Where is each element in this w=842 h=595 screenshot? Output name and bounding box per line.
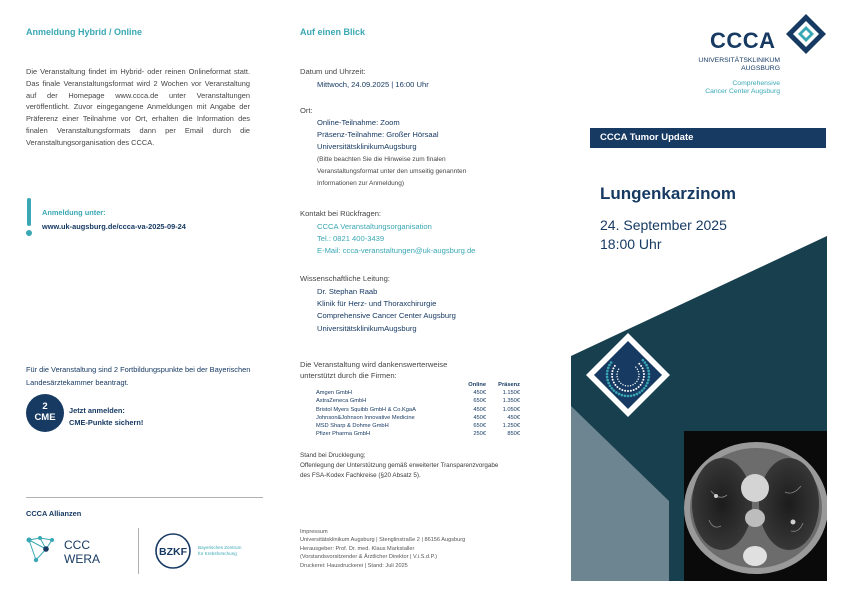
- event-time: 18:00 Uhr: [600, 236, 662, 252]
- bzkf-logo: [154, 532, 264, 570]
- dot: [608, 364, 611, 367]
- col-presence: Präsenz: [498, 382, 520, 388]
- register-label: Anmeldung unter:: [42, 208, 106, 217]
- sponsor-name: MSD Sharp & Dohme GmbH: [316, 423, 389, 430]
- lead-line: Comprehensive Cancer Center Augsburg: [317, 311, 456, 321]
- sponsor-name: Pfizer Pharma GmbH: [316, 431, 371, 438]
- dot: [618, 369, 619, 370]
- bzkf-sub1: Bayerisches Zentrum: [198, 545, 242, 550]
- ccc-wera-logo: [24, 534, 104, 568]
- table-row: [316, 397, 520, 405]
- dot: [638, 376, 639, 377]
- cme-info: Für die Veranstaltung sind 2 Fortbildungspunkte bei der Bayerischen Landesärztekammer beantragt.: [26, 365, 251, 387]
- dot: [616, 373, 617, 374]
- dot: [627, 395, 630, 398]
- table-row: [316, 430, 520, 438]
- imprint-line: Herausgeber: Prof. Dr. med. Klaus Markstaller: [300, 545, 415, 552]
- ccca-diamond-logo: [786, 14, 826, 54]
- dot: [646, 382, 649, 385]
- sponsor-intro: [300, 359, 447, 381]
- cme-register-line2: CME-Punkte sichern!: [69, 418, 144, 427]
- dot: [622, 384, 623, 385]
- sponsor-name: AstraZeneca GmbH: [316, 398, 367, 405]
- cme-badge-label: CME: [34, 412, 56, 423]
- ccc-logo-line1: CCC: [64, 538, 90, 552]
- lung-ct-image: [684, 431, 827, 581]
- dot: [611, 373, 613, 375]
- alliance-label: CCCA Allianzen: [26, 509, 82, 518]
- dot: [630, 394, 633, 397]
- sponsor-online: 450€: [473, 390, 486, 396]
- table-row: [316, 406, 520, 414]
- cme-register-callout[interactable]: [69, 405, 143, 429]
- dot: [621, 394, 624, 397]
- sponsor-presence: 1.250€: [502, 423, 520, 430]
- datetime-label: Datum und Uhrzeit:: [300, 67, 366, 76]
- dot: [624, 390, 626, 392]
- logo-divider: [138, 528, 139, 574]
- cc-line2: Cancer Center Augsburg: [705, 88, 780, 96]
- datetime-value: Mittwoch, 24.09.2025 | 16:00 Uhr: [317, 80, 429, 89]
- imprint-line: Druckerei: Hausdruckerei | Stand: Juli 2025: [300, 562, 408, 569]
- dot: [627, 390, 629, 392]
- dot: [632, 384, 633, 385]
- dot: [647, 370, 650, 373]
- col-online: Online: [468, 382, 486, 388]
- dot: [606, 370, 609, 373]
- dot: [640, 384, 642, 386]
- dot: [642, 359, 645, 362]
- uni-line2: AUGSBURG: [741, 65, 780, 73]
- sponsor-online: 250€: [473, 431, 486, 438]
- footnote-line: Offenlegung der Unterstützung gemäß erweiterter Transparenzvorgabe: [300, 462, 499, 469]
- sponsor-online: 450€: [473, 414, 486, 421]
- sponsor-intro-line: unterstützt durch die Firmen:: [300, 371, 397, 380]
- dot: [642, 367, 644, 369]
- dot: [625, 385, 626, 386]
- cme-badge: [26, 394, 64, 432]
- sponsor-online: 650€: [473, 398, 486, 405]
- dot: [606, 373, 609, 376]
- sponsor-footnote: [300, 451, 498, 481]
- dot: [636, 393, 639, 396]
- contact-line: CCCA Veranstaltungsorganisation: [317, 222, 432, 231]
- dot: [614, 384, 616, 386]
- dot: [607, 382, 610, 385]
- cancer-center-name: [660, 80, 780, 97]
- location-line: UniversitätsklinikumAugsburg: [317, 142, 417, 152]
- location-note: Veranstaltungsformat unter den umseitig genannten: [317, 167, 467, 175]
- sponsor-online: 650€: [473, 423, 486, 430]
- dot: [638, 373, 639, 374]
- dot: [630, 385, 631, 386]
- event-title: Lungenkarzinom: [600, 184, 737, 203]
- lead-block: [317, 286, 456, 335]
- dot: [627, 385, 628, 386]
- cme-badge-number: 2: [42, 401, 48, 412]
- contact-block: [317, 221, 475, 258]
- contact-email[interactable]: E-Mail: ccca-veranstaltungen@uk-augsburg.de: [317, 246, 476, 256]
- cme-register-line1: Jetzt anmelden:: [69, 406, 125, 415]
- sponsor-name: Johnson&Johnson Innovative Medicine: [316, 414, 415, 421]
- dot: [616, 386, 618, 388]
- sponsor-intro-line: Die Veranstaltung wird dankenswerterweise: [300, 360, 448, 369]
- location-label: Ort:: [300, 106, 313, 115]
- divider: [26, 497, 263, 498]
- dot: [630, 390, 632, 392]
- dot: [613, 381, 615, 383]
- table-row: [316, 422, 520, 430]
- imprint-line: Impressum: [300, 529, 328, 535]
- university-name: [666, 57, 780, 74]
- dot: [612, 367, 614, 369]
- dot: [613, 389, 616, 392]
- sponsor-online: 450€: [473, 406, 486, 413]
- dot: [620, 383, 621, 384]
- sponsor-table: [316, 382, 520, 439]
- dot: [636, 381, 637, 382]
- dot: [621, 389, 623, 391]
- sponsor-presence: 1.350€: [502, 398, 520, 405]
- uni-line1: UNIVERSITÄTSKLINIKUM: [698, 57, 780, 64]
- dot: [644, 361, 647, 364]
- dot: [642, 379, 644, 381]
- series-banner: CCCA Tumor Update: [590, 128, 826, 148]
- dot: [637, 379, 638, 380]
- dot: [612, 379, 614, 381]
- lead-line: UniversitätsklinikumAugsburg: [317, 323, 417, 333]
- dot: [617, 379, 618, 380]
- dot: [618, 393, 621, 396]
- imprint-line: Universitätsklinikum Augsburg | Stenglinstraße 2 | 86156 Augsburg: [300, 537, 466, 544]
- event-date: 24. September 2025: [600, 217, 727, 233]
- dot: [638, 386, 640, 388]
- dot: [611, 376, 613, 378]
- dot: [645, 364, 648, 367]
- dot: [617, 371, 618, 372]
- sponsor-name: Amgen GmbH: [316, 390, 353, 396]
- dot: [635, 367, 636, 368]
- sponsor-presence: 1.150€: [502, 390, 520, 396]
- sponsor-presence: 850€: [507, 431, 520, 438]
- ccc-logo-line2: WERA: [64, 552, 100, 566]
- dot: [645, 385, 648, 388]
- dot: [633, 389, 635, 391]
- dot: [638, 391, 641, 394]
- imprint-line: (Vorstandsvorsitzender & Ärztlicher Direktor | V.i.S.d.P.): [300, 554, 437, 561]
- cover-graphic: [571, 236, 827, 581]
- dot: [646, 367, 649, 370]
- dot: [609, 385, 612, 388]
- dot: [616, 376, 617, 377]
- table-row: [316, 414, 520, 422]
- bzkf-sub2: für Krebsforschung: [198, 551, 237, 556]
- dot: [619, 388, 621, 390]
- cc-line1: Comprehensive: [732, 80, 780, 87]
- sponsor-presence: 450€: [507, 414, 520, 421]
- location-block: [317, 117, 466, 191]
- dot: [637, 369, 638, 370]
- contact-phone[interactable]: Tel.: 0821 400-3439: [317, 234, 385, 244]
- dot: [606, 376, 609, 379]
- dot: [607, 367, 610, 370]
- table-row: [316, 389, 520, 397]
- registration-intro: Die Veranstaltung findet im Hybrid- oder reinen Onlineformat statt. Das finale Veranstaltungsformat wird 2 Wochen vor Veranstaltung auf der Homepage www.ccca.de unter Veranstaltungen veröffentlicht. Zuvor eingegangene Anmeldungen mit Angabe der Präferenz einer Teilnahme vor Ort, erhalten die Information des finalen Veranstaltungsformats dann per Email durch die Veranstaltungsorganisation des CCCA.: [26, 67, 250, 147]
- dot: [641, 389, 644, 392]
- sponsor-table-header: [316, 382, 520, 389]
- register-link[interactable]: www.uk-augsburg.de/ccca-va-2025-09-24: [42, 222, 186, 231]
- dot: [615, 391, 618, 394]
- dot: [643, 370, 645, 372]
- dot: [643, 373, 645, 375]
- sponsor-presence: 1.050€: [502, 406, 520, 413]
- dot: [641, 381, 643, 383]
- dot: [648, 373, 651, 376]
- lead-label: Wissenschaftliche Leitung:: [300, 274, 390, 283]
- footnote-line: des FSA-Kodex Fachkreise (§20 Absatz 5).: [300, 472, 421, 479]
- location-note: (Bitte beachten Sie die Hinweise zum finalen: [317, 155, 446, 163]
- contact-label: Kontakt bei Rückfragen:: [300, 209, 382, 218]
- dot: [647, 379, 650, 382]
- footnote-line: Stand bei Drucklegung;: [300, 452, 366, 459]
- sponsor-name: Bristol Myers Squibb GmbH & Co.KgaA: [316, 406, 416, 413]
- glance-heading: Auf einen Blick: [300, 27, 366, 37]
- dot: [633, 394, 636, 397]
- dot: [638, 363, 640, 365]
- bzkf-logo-text: BZKF: [159, 546, 187, 558]
- dot: [648, 376, 651, 379]
- location-line: Präsenz-Teilnahme: Großer Hörsaal: [317, 130, 439, 140]
- dot: [635, 388, 637, 390]
- dot: [611, 370, 613, 372]
- location-line: Online-Teilnahme: Zoom: [317, 118, 400, 127]
- dot: [643, 376, 645, 378]
- dot: [614, 365, 616, 367]
- lead-line: Dr. Stephan Raab: [317, 287, 378, 296]
- dot: [610, 387, 613, 390]
- dot: [640, 365, 642, 367]
- dot: [618, 381, 619, 382]
- dot: [638, 371, 639, 372]
- dot: [610, 361, 613, 364]
- imprint: [300, 528, 465, 570]
- location-note: Informationen zur Anmeldung): [317, 180, 405, 188]
- ccca-brand: CCCA: [710, 28, 776, 53]
- lead-line: Klinik für Herz- und Thoraxchirurgie: [317, 299, 437, 309]
- registration-heading: Anmeldung Hybrid / Online: [26, 27, 143, 37]
- dot: [624, 394, 627, 397]
- exclamation-icon: [24, 198, 34, 238]
- dot: [634, 383, 635, 384]
- dot: [643, 387, 646, 390]
- dot: [606, 379, 609, 382]
